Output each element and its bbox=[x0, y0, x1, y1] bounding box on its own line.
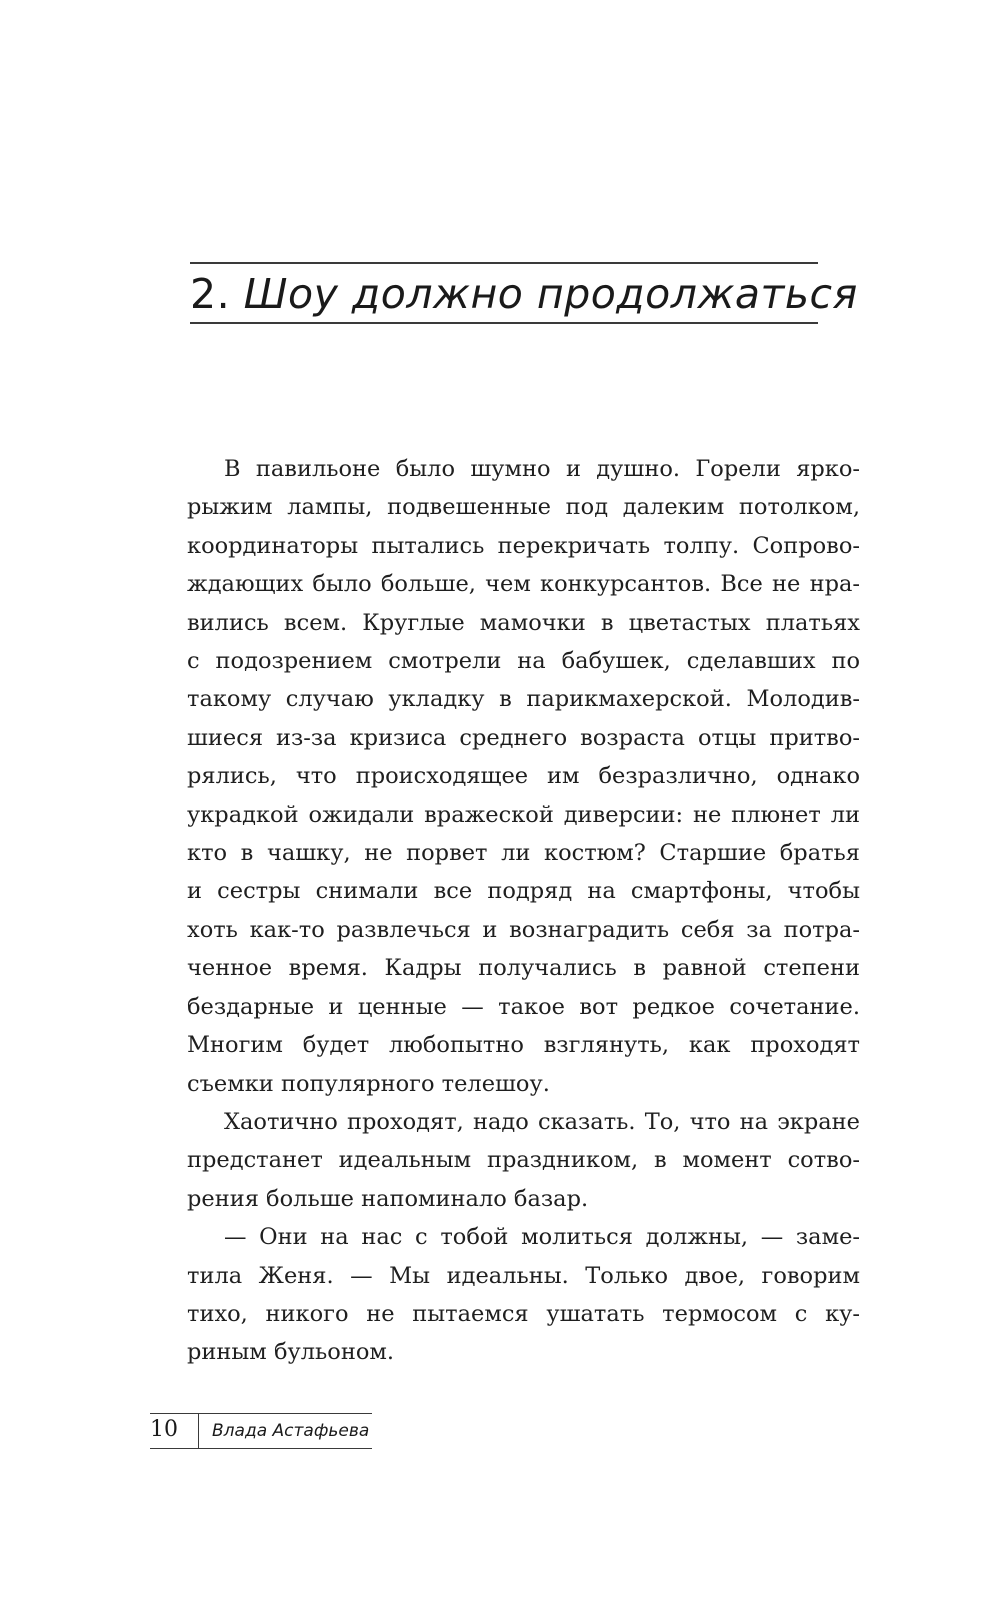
text-line: — Они на нас с тобой молиться должны, — заме- bbox=[224, 1224, 860, 1251]
text-line: такому случаю укладку в парикмахерской. Молодив- bbox=[187, 686, 860, 713]
text-line: бездарные и ценные — такое вот редкое сочетание. bbox=[187, 993, 860, 1020]
paragraph-1 bbox=[150, 450, 860, 1103]
author-name: Влада Астафьева bbox=[212, 1421, 370, 1441]
text-line: рения больше напоминало базар. bbox=[187, 1185, 589, 1212]
chapter-title bbox=[190, 268, 858, 320]
paragraph-3 bbox=[150, 1218, 860, 1372]
text-line: съемки популярного телешоу. bbox=[187, 1070, 550, 1097]
text-line: шиеся из-за кризиса среднего возраста отцы притво- bbox=[187, 724, 860, 751]
chapter-heading bbox=[190, 262, 858, 324]
text-line: и сестры снимали все подряд на смартфоны, чтобы bbox=[187, 878, 860, 905]
text-line: ченное время. Кадры получались в равной степени bbox=[187, 955, 860, 982]
chapter-title-text: Шоу должно продолжаться bbox=[243, 270, 858, 318]
text-line: координаторы пытались перекричать толпу. Сопрово- bbox=[187, 532, 860, 559]
text-line: риным бульоном. bbox=[187, 1339, 395, 1366]
text-line: вились всем. Круглые мамочки в цветастых платьях bbox=[187, 609, 860, 636]
text-line: Многим будет любопытно взглянуть, как проходят bbox=[187, 1032, 860, 1059]
text-line: тихо, никого не пытаемся ушатать термосом с ку- bbox=[187, 1300, 860, 1327]
text-line: хоть как-то развлечься и вознаградить себя за потра- bbox=[187, 916, 860, 943]
text-line: рялись, что происходящее им безразлично, однако bbox=[187, 763, 860, 790]
footer-divider bbox=[198, 1414, 199, 1448]
text-line: украдкой ожидали вражеской диверсии: не плюнет ли bbox=[187, 801, 860, 828]
text-line: с подозрением смотрели на бабушек, сделавших по bbox=[187, 648, 860, 675]
paragraph-2 bbox=[150, 1103, 860, 1218]
body-text bbox=[150, 450, 860, 1372]
text-line: предстанет идеальным праздником, в момент сотво- bbox=[187, 1147, 860, 1174]
text-line: тила Женя. — Мы идеальны. Только двое, говорим bbox=[187, 1262, 860, 1289]
chapter-number: 2. bbox=[190, 270, 231, 318]
text-line: ждающих было больше, чем конкурсантов. Все не нра- bbox=[187, 571, 860, 598]
text-line: рыжим лампы, подвешенные под далеким потолком, bbox=[187, 494, 860, 521]
text-line: В павильоне было шумно и душно. Горели ярко- bbox=[224, 456, 860, 482]
text-line: кто в чашку, не порвет ли костюм? Старшие братья bbox=[187, 840, 860, 867]
page-footer bbox=[150, 1413, 372, 1449]
text-line: Хаотично проходят, надо сказать. То, что на экране bbox=[224, 1108, 860, 1135]
page-number: 10 bbox=[150, 1417, 178, 1442]
